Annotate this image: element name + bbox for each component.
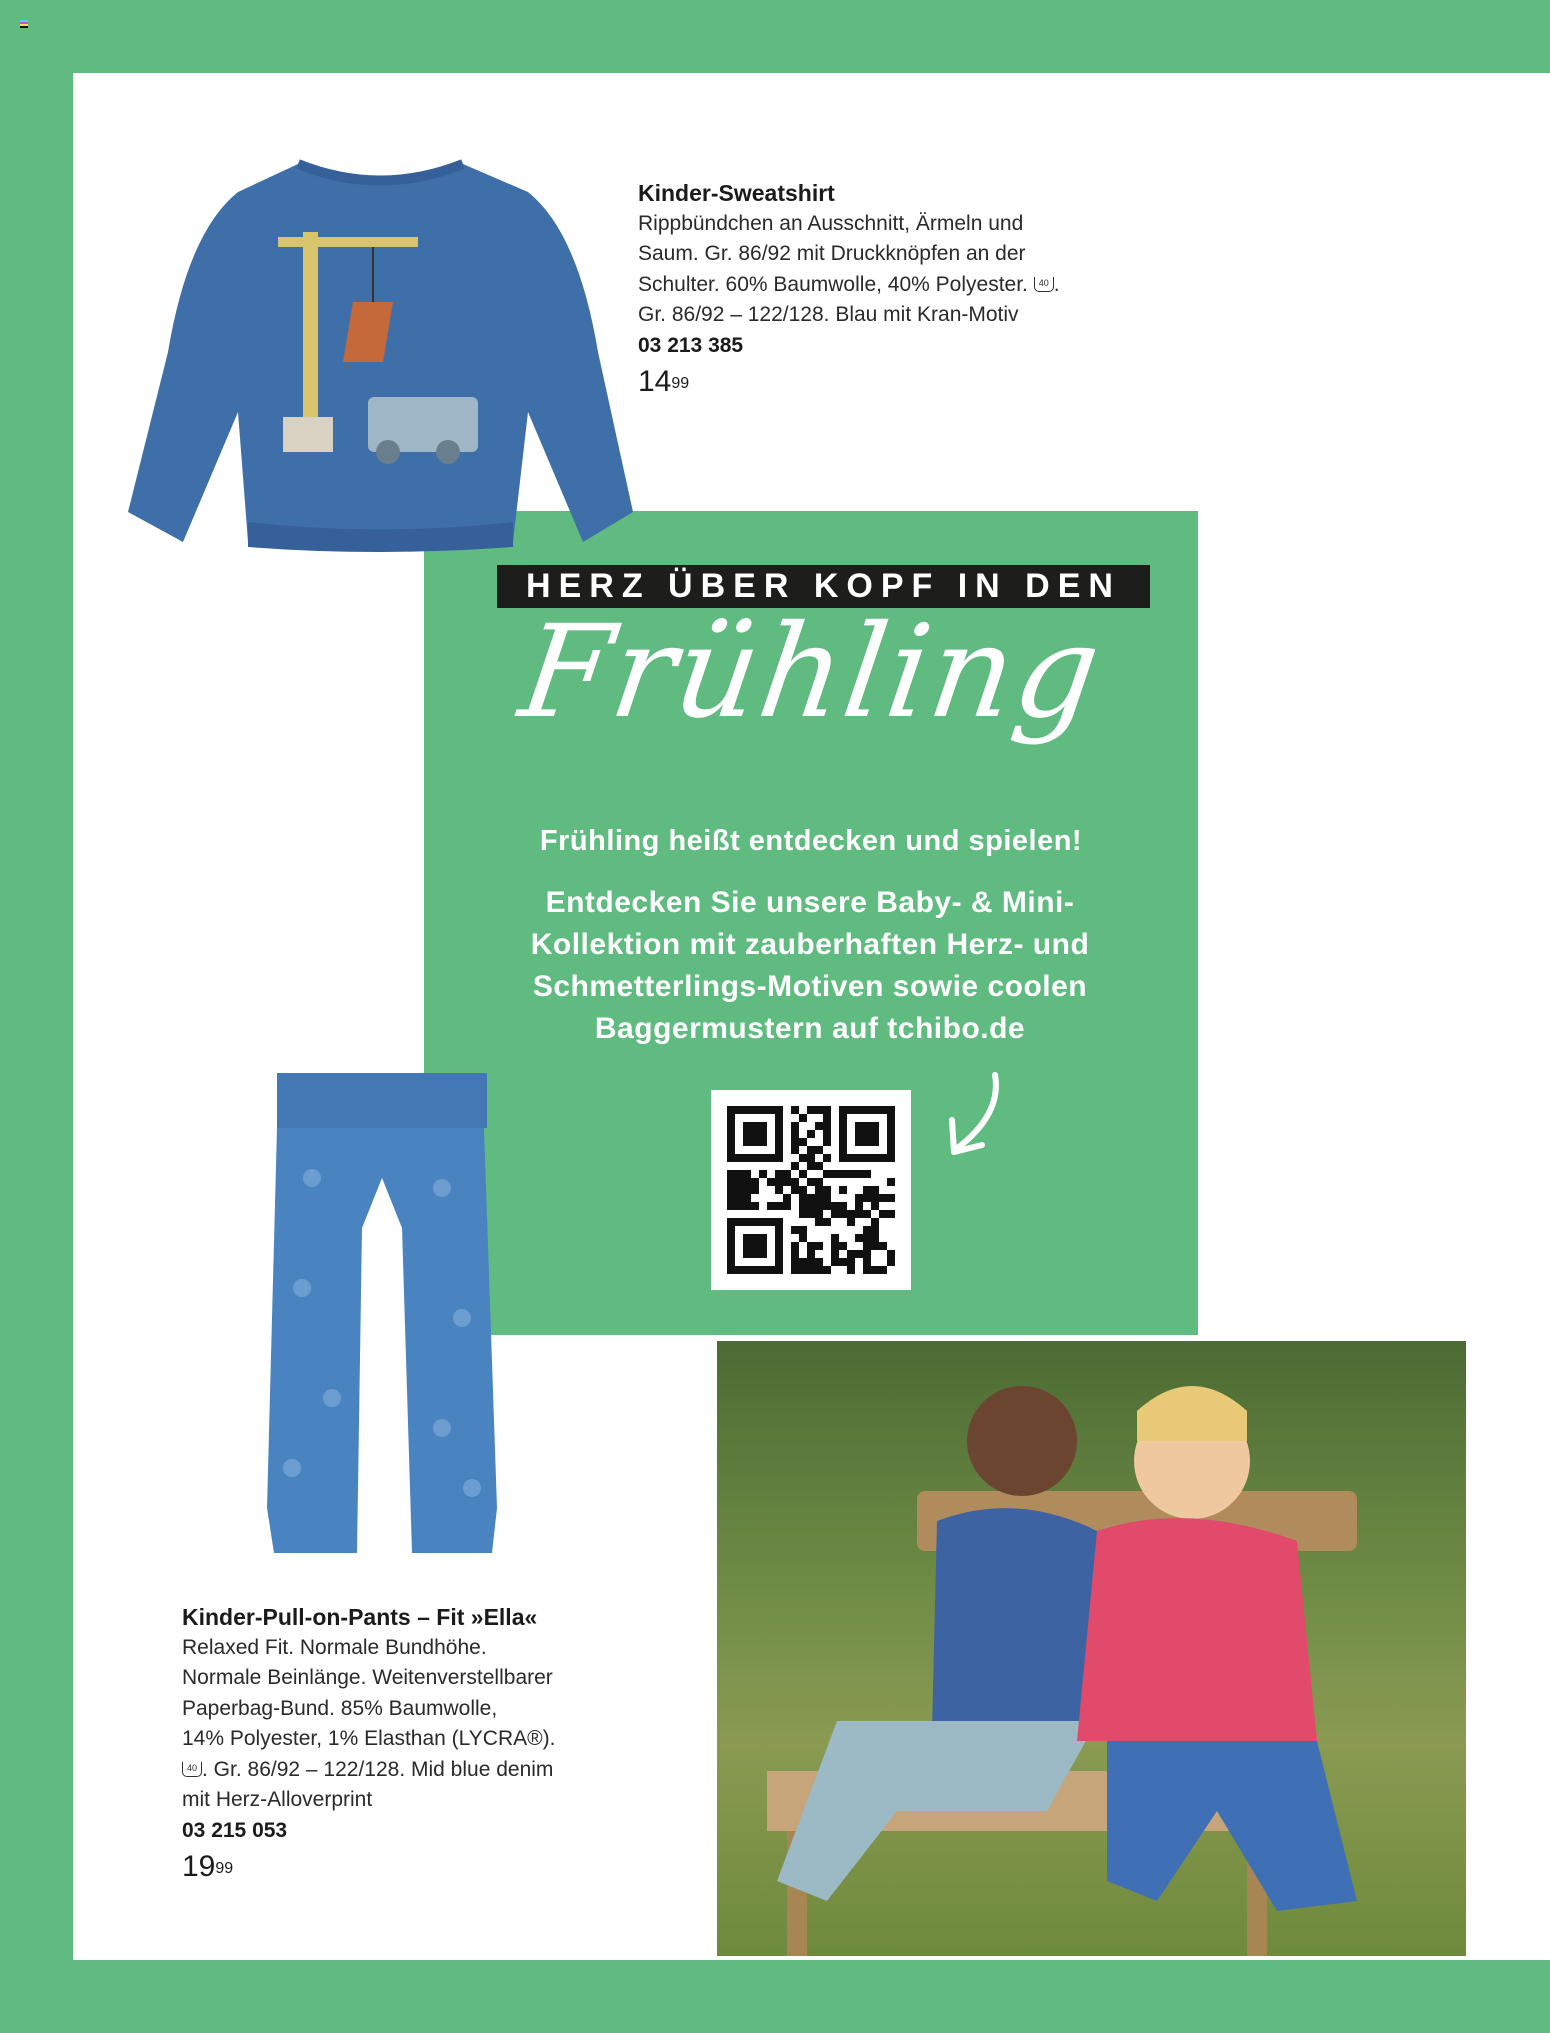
body-line: Kollektion mit zauberhaften Herz- und bbox=[530, 928, 1090, 961]
sweatshirt-image bbox=[128, 152, 633, 552]
price-main: 19 bbox=[182, 1850, 216, 1883]
wash-40-icon: 40 bbox=[182, 1762, 202, 1777]
price-main: 14 bbox=[638, 365, 672, 398]
qr-code[interactable] bbox=[711, 1090, 911, 1290]
article-number: 03 213 385 bbox=[638, 333, 744, 357]
pants-description bbox=[182, 1602, 652, 1883]
promo-headline: HERZ ÜBER KOPF IN DEN bbox=[497, 565, 1150, 608]
price bbox=[638, 367, 1158, 398]
desc-line: mit Herz-Alloverprint bbox=[182, 1788, 373, 1811]
desc-line: . Gr. 86/92 – 122/128. Mid blue denim bbox=[202, 1757, 554, 1781]
desc-line: Rippbündchen an Ausschnitt, Ärmeln und bbox=[638, 211, 1024, 235]
desc-line: Gr. 86/92 – 122/128. Blau mit Kran-Motiv bbox=[638, 303, 1019, 326]
sweatshirt-title: Kinder-Sweatshirt bbox=[638, 180, 835, 206]
promo-subheadline: Frühling heißt entdecken und spielen! bbox=[539, 825, 1083, 857]
sweatshirt-description: Kinder-Sweatshirt Rippbündchen an Ausschnitt, Ärmeln und Saum. Gr. 86/92 mit Druckknöpfen an der Schulter. 60% Baumwolle, 40% Polyester. 40 . Gr. 86/92 – 122/128. Blau mit Kran-Motiv 03 213 385 $14^{99}$ bbox=[638, 178, 1158, 398]
desc-line: Saum. Gr. 86/92 mit Druckknöpfen an der bbox=[638, 242, 1026, 265]
desc-line: 14% Polyester, 1% Elasthan (LYCRA®). bbox=[182, 1727, 556, 1750]
desc-line: Relaxed Fit. Normale Bundhöhe. bbox=[182, 1635, 487, 1659]
article-number: 03 215 053 bbox=[182, 1818, 288, 1842]
desc-line: Normale Beinlänge. Weitenverstellbarer bbox=[182, 1666, 553, 1689]
photo-illustration bbox=[717, 1341, 1470, 1960]
body-line: Baggermustern auf tchibo.de bbox=[594, 1012, 1026, 1045]
pants-image bbox=[262, 1068, 502, 1558]
price bbox=[182, 1852, 652, 1883]
children-on-bench-photo bbox=[713, 1337, 1470, 1960]
price-cents: 99 bbox=[671, 375, 690, 392]
body-line: Schmetterlings-Motiven sowie coolen bbox=[532, 970, 1088, 1003]
wash-40-icon: 40 bbox=[1034, 277, 1054, 292]
pants-title: Kinder-Pull-on-Pants – Fit »Ella« bbox=[182, 1604, 538, 1630]
arrow-down-left-icon bbox=[940, 1070, 1010, 1165]
promo-body bbox=[470, 882, 1150, 1050]
price-cents: 99 bbox=[215, 1860, 234, 1877]
desc-line: Schulter. 60% Baumwolle, 40% Polyester. bbox=[638, 272, 1028, 296]
print-color-mark bbox=[20, 20, 28, 28]
qr-code-icon bbox=[727, 1106, 895, 1274]
promo-script-title: Frühling bbox=[511, 598, 1111, 747]
body-line: Entdecken Sie unsere Baby- & Mini- bbox=[545, 886, 1075, 919]
desc-line: Paperbag-Bund. 85% Baumwolle, bbox=[182, 1696, 498, 1720]
